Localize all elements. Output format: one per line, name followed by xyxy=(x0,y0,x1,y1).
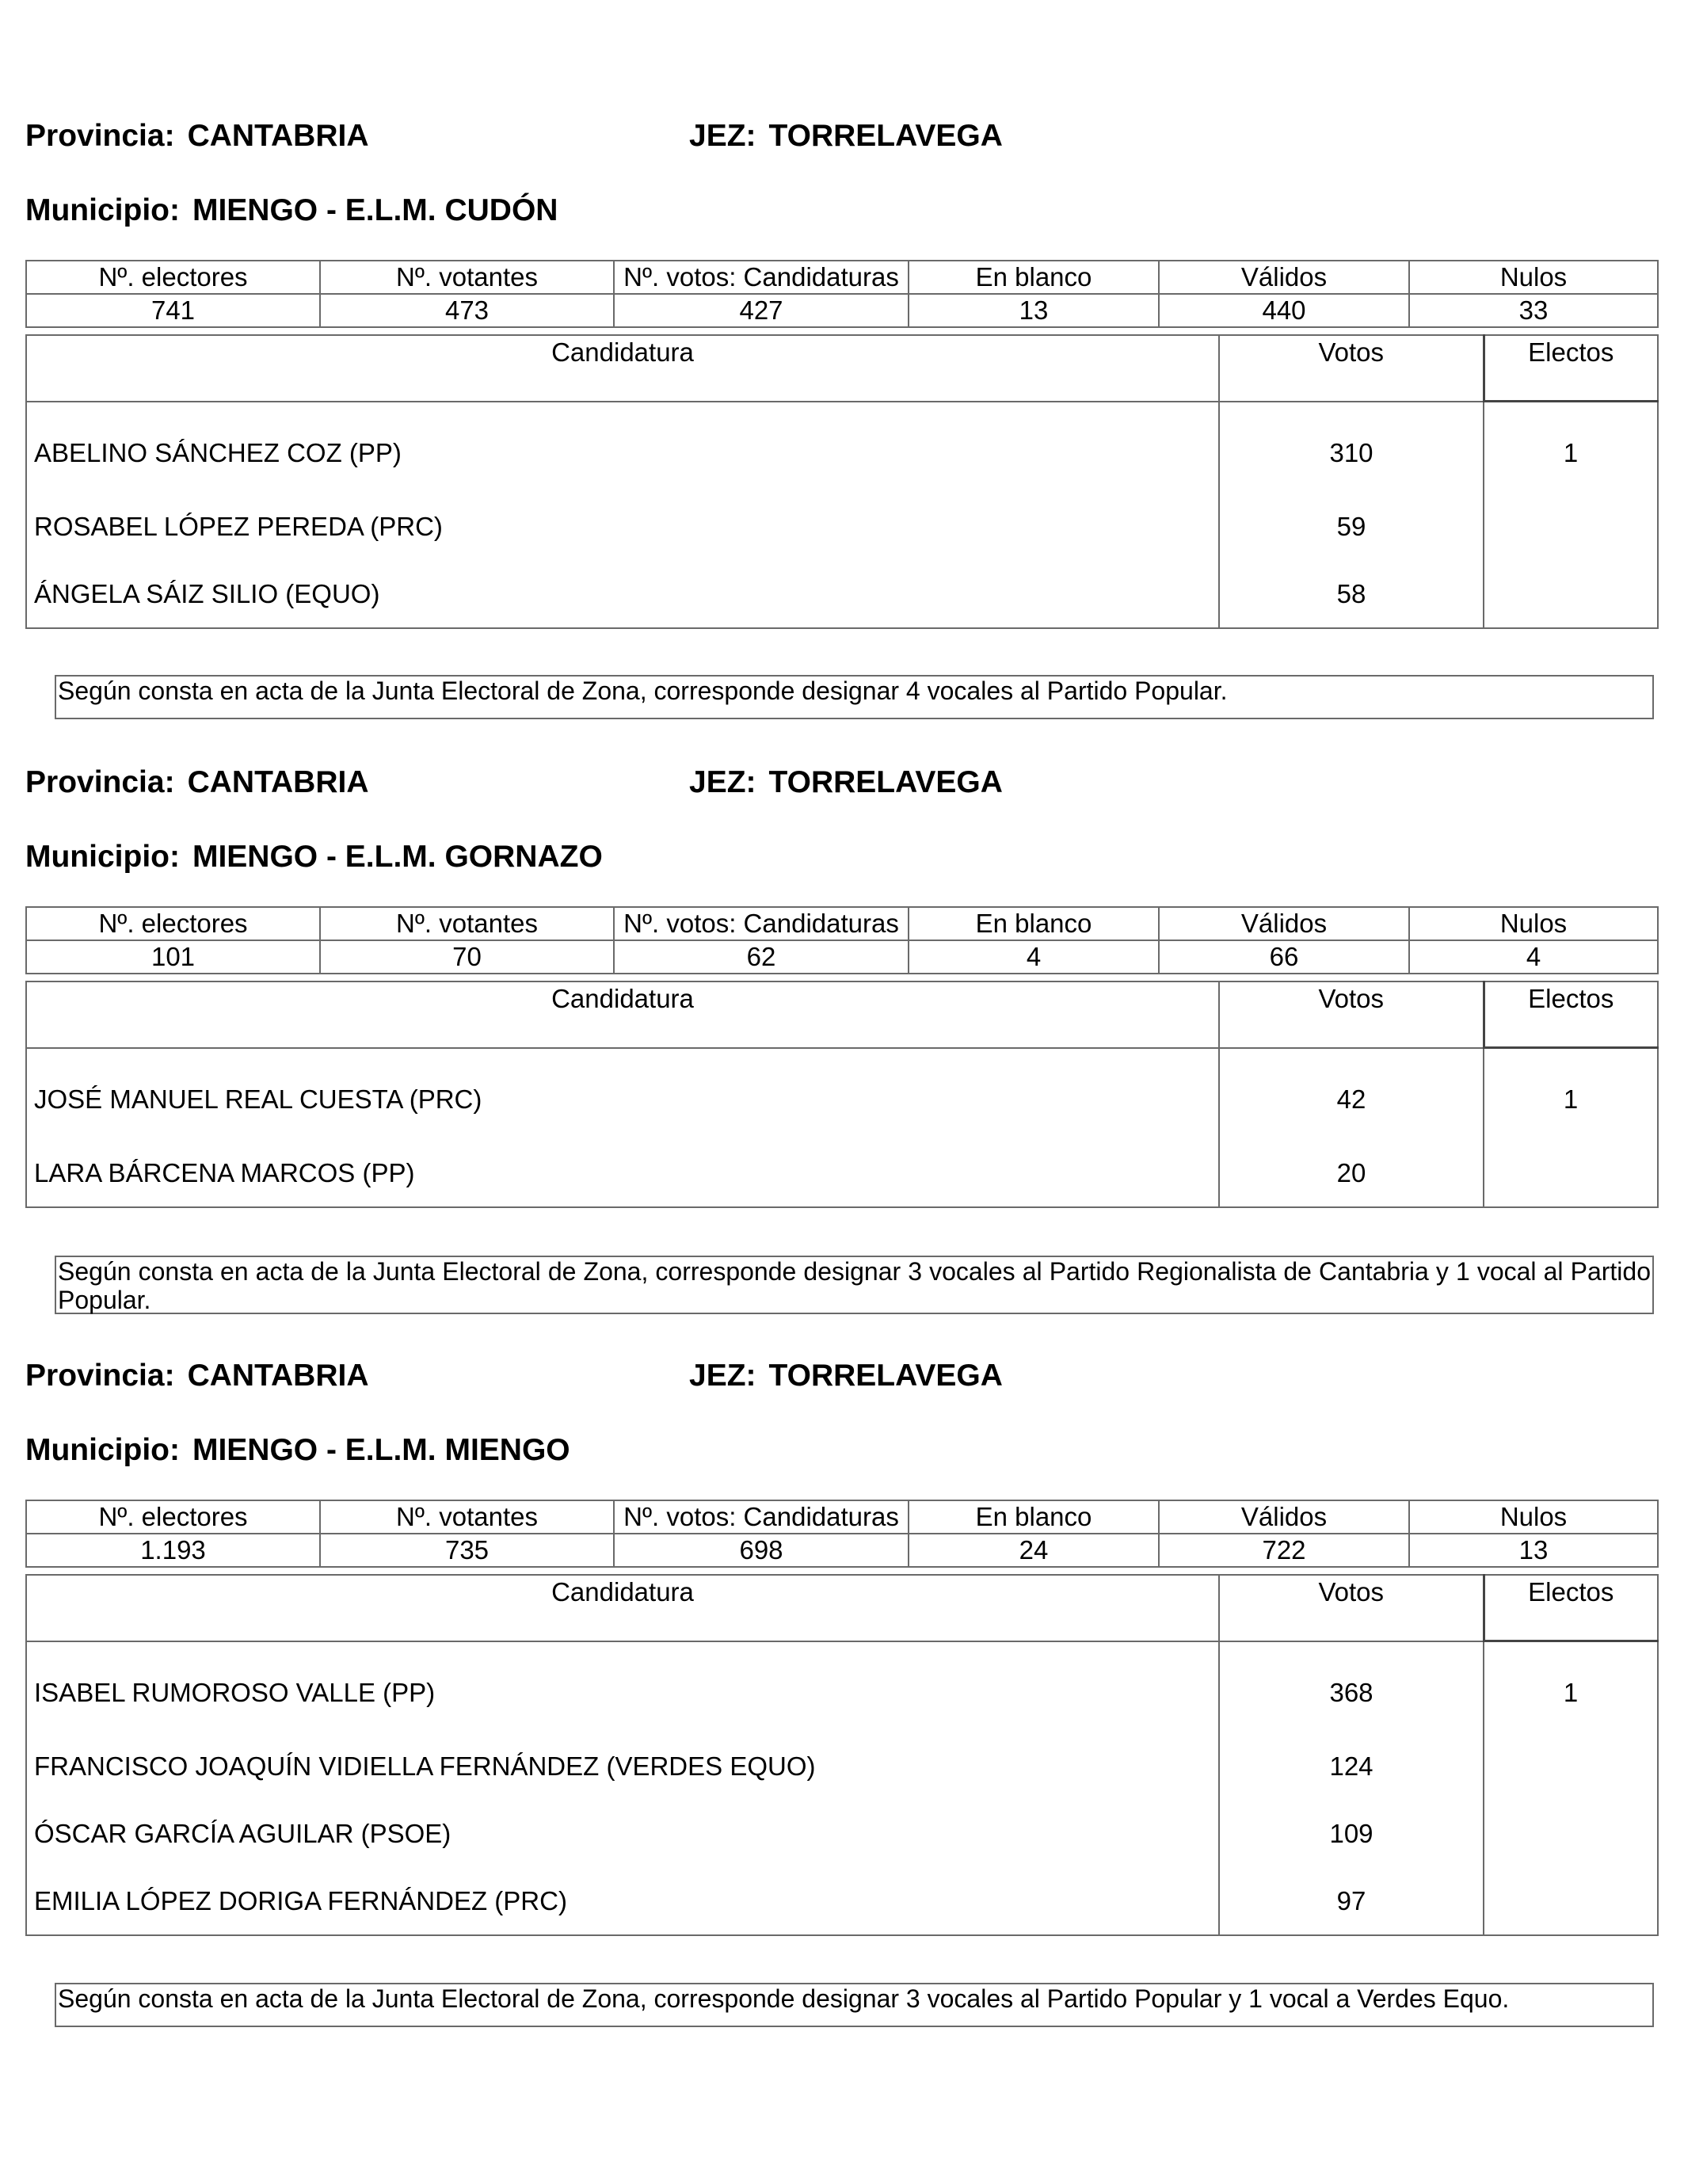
candidate-name: ISABEL RUMOROSO VALLE (PP) xyxy=(26,1641,1219,1733)
candidate-row xyxy=(26,1800,1658,1867)
jez-value: TORRELAVEGA xyxy=(768,765,1003,799)
summary-value: 70 xyxy=(320,940,614,974)
summary-value: 33 xyxy=(1409,294,1658,327)
candidate-votes: 20 xyxy=(1219,1139,1484,1207)
summary-header: Nº. votantes xyxy=(320,1500,614,1534)
candidate-name: EMILIA LÓPEZ DORIGA FERNÁNDEZ (PRC) xyxy=(26,1867,1219,1935)
municipio-heading: Municipio: MIENGO - E.L.M. CUDÓN xyxy=(25,193,558,227)
candidate-row xyxy=(26,1139,1658,1207)
candidates-header-row xyxy=(26,981,1658,1048)
provincia-heading: Provincia: CANTABRIA xyxy=(25,765,369,799)
candidate-votes: 310 xyxy=(1219,402,1484,494)
jez-heading: JEZ: TORRELAVEGA xyxy=(689,1359,1003,1393)
summary-value-row xyxy=(26,940,1658,974)
summary-value: 1.193 xyxy=(26,1534,320,1567)
candidate-elected xyxy=(1484,560,1658,628)
jez-value: TORRELAVEGA xyxy=(768,119,1003,153)
candidate-name: ÁNGELA SÁIZ SILIO (EQUO) xyxy=(26,560,1219,628)
note-box: Según consta en acta de la Junta Electoral de Zona, corresponde designar 3 vocales al Partido Popular y 1 vocal a Verdes Equo. xyxy=(55,1983,1654,2027)
summary-header: Nº. electores xyxy=(26,261,320,294)
candidate-elected xyxy=(1484,1800,1658,1867)
candidate-name: ROSABEL LÓPEZ PEREDA (PRC) xyxy=(26,493,1219,560)
candidate-votes: 58 xyxy=(1219,560,1484,628)
note-box: Según consta en acta de la Junta Electoral de Zona, corresponde designar 4 vocales al Partido Popular. xyxy=(55,675,1654,719)
summary-value: 722 xyxy=(1159,1534,1409,1567)
summary-header: En blanco xyxy=(909,907,1159,940)
provincia-value: CANTABRIA xyxy=(187,765,369,799)
candidate-elected xyxy=(1484,1139,1658,1207)
summary-header: En blanco xyxy=(909,261,1159,294)
summary-table xyxy=(25,260,1659,328)
summary-value: 698 xyxy=(614,1534,909,1567)
municipio-heading: Municipio: MIENGO - E.L.M. MIENGO xyxy=(25,1433,570,1467)
candidate-elected xyxy=(1484,1867,1658,1935)
candidate-votes: 368 xyxy=(1219,1641,1484,1733)
candidate-row xyxy=(26,1867,1658,1935)
candidatura-header: Candidatura xyxy=(26,1575,1219,1641)
summary-header: Nulos xyxy=(1409,1500,1658,1534)
summary-header: Válidos xyxy=(1159,261,1409,294)
candidates-table xyxy=(25,981,1659,1208)
votos-header: Votos xyxy=(1219,981,1484,1048)
summary-value-row xyxy=(26,294,1658,327)
summary-header: Nº. votos: Candidaturas xyxy=(614,261,909,294)
candidate-votes: 124 xyxy=(1219,1732,1484,1800)
municipio-value: MIENGO - E.L.M. MIENGO xyxy=(192,1433,570,1467)
votos-header: Votos xyxy=(1219,335,1484,402)
summary-header: Válidos xyxy=(1159,1500,1409,1534)
candidate-votes: 59 xyxy=(1219,493,1484,560)
candidate-row xyxy=(26,560,1658,628)
summary-value: 13 xyxy=(1409,1534,1658,1567)
candidate-name: FRANCISCO JOAQUÍN VIDIELLA FERNÁNDEZ (VERDES EQUO) xyxy=(26,1732,1219,1800)
candidates-table xyxy=(25,334,1659,629)
municipio-heading: Municipio: MIENGO - E.L.M. GORNAZO xyxy=(25,840,603,874)
candidate-elected: 1 xyxy=(1484,1641,1658,1733)
summary-header: Nº. votos: Candidaturas xyxy=(614,1500,909,1534)
jez-heading: JEZ: TORRELAVEGA xyxy=(689,765,1003,799)
candidate-elected xyxy=(1484,1732,1658,1800)
summary-table xyxy=(25,1500,1659,1568)
summary-header-row xyxy=(26,1500,1658,1534)
municipio-value: MIENGO - E.L.M. CUDÓN xyxy=(192,193,558,227)
candidatura-header: Candidatura xyxy=(26,981,1219,1048)
summary-header: Nº. electores xyxy=(26,1500,320,1534)
note-box: Según consta en acta de la Junta Electoral de Zona, corresponde designar 3 vocales al Partido Regionalista de Cantabria y 1 vocal al Partido Popular. xyxy=(55,1256,1654,1314)
summary-header: Nº. votos: Candidaturas xyxy=(614,907,909,940)
summary-value: 473 xyxy=(320,294,614,327)
candidate-name: ABELINO SÁNCHEZ COZ (PP) xyxy=(26,402,1219,494)
summary-value: 13 xyxy=(909,294,1159,327)
candidate-votes: 109 xyxy=(1219,1800,1484,1867)
summary-header: En blanco xyxy=(909,1500,1159,1534)
summary-value: 24 xyxy=(909,1534,1159,1567)
summary-header: Nulos xyxy=(1409,261,1658,294)
candidate-elected: 1 xyxy=(1484,402,1658,494)
candidate-row xyxy=(26,493,1658,560)
summary-value: 735 xyxy=(320,1534,614,1567)
summary-header-row xyxy=(26,907,1658,940)
provincia-heading: Provincia: CANTABRIA xyxy=(25,1359,369,1393)
summary-value: 101 xyxy=(26,940,320,974)
jez-heading: JEZ: TORRELAVEGA xyxy=(689,119,1003,153)
provincia-value: CANTABRIA xyxy=(187,119,369,153)
candidate-elected xyxy=(1484,493,1658,560)
provincia-value: CANTABRIA xyxy=(187,1359,369,1393)
candidate-row xyxy=(26,402,1658,494)
summary-header: Válidos xyxy=(1159,907,1409,940)
summary-header: Nulos xyxy=(1409,907,1658,940)
summary-value: 4 xyxy=(1409,940,1658,974)
summary-value-row xyxy=(26,1534,1658,1567)
candidate-row xyxy=(26,1048,1658,1140)
summary-table xyxy=(25,906,1659,974)
municipio-value: MIENGO - E.L.M. GORNAZO xyxy=(192,840,603,874)
candidate-name: ÓSCAR GARCÍA AGUILAR (PSOE) xyxy=(26,1800,1219,1867)
electos-header: Electos xyxy=(1484,1575,1658,1641)
votos-header: Votos xyxy=(1219,1575,1484,1641)
candidates-header-row xyxy=(26,1575,1658,1641)
candidatura-header: Candidatura xyxy=(26,335,1219,402)
summary-value: 62 xyxy=(614,940,909,974)
candidate-row xyxy=(26,1732,1658,1800)
candidates-table xyxy=(25,1574,1659,1936)
summary-value: 440 xyxy=(1159,294,1409,327)
summary-value: 4 xyxy=(909,940,1159,974)
candidate-name: LARA BÁRCENA MARCOS (PP) xyxy=(26,1139,1219,1207)
jez-value: TORRELAVEGA xyxy=(768,1359,1003,1393)
candidate-votes: 97 xyxy=(1219,1867,1484,1935)
summary-value: 66 xyxy=(1159,940,1409,974)
electos-header: Electos xyxy=(1484,981,1658,1048)
candidate-votes: 42 xyxy=(1219,1048,1484,1140)
candidates-header-row xyxy=(26,335,1658,402)
summary-value: 741 xyxy=(26,294,320,327)
provincia-heading: Provincia: CANTABRIA xyxy=(25,119,369,153)
candidate-name: JOSÉ MANUEL REAL CUESTA (PRC) xyxy=(26,1048,1219,1140)
electos-header: Electos xyxy=(1484,335,1658,402)
candidate-row xyxy=(26,1641,1658,1733)
summary-value: 427 xyxy=(614,294,909,327)
summary-header-row xyxy=(26,261,1658,294)
candidate-elected: 1 xyxy=(1484,1048,1658,1140)
summary-header: Nº. votantes xyxy=(320,907,614,940)
summary-header: Nº. electores xyxy=(26,907,320,940)
summary-header: Nº. votantes xyxy=(320,261,614,294)
